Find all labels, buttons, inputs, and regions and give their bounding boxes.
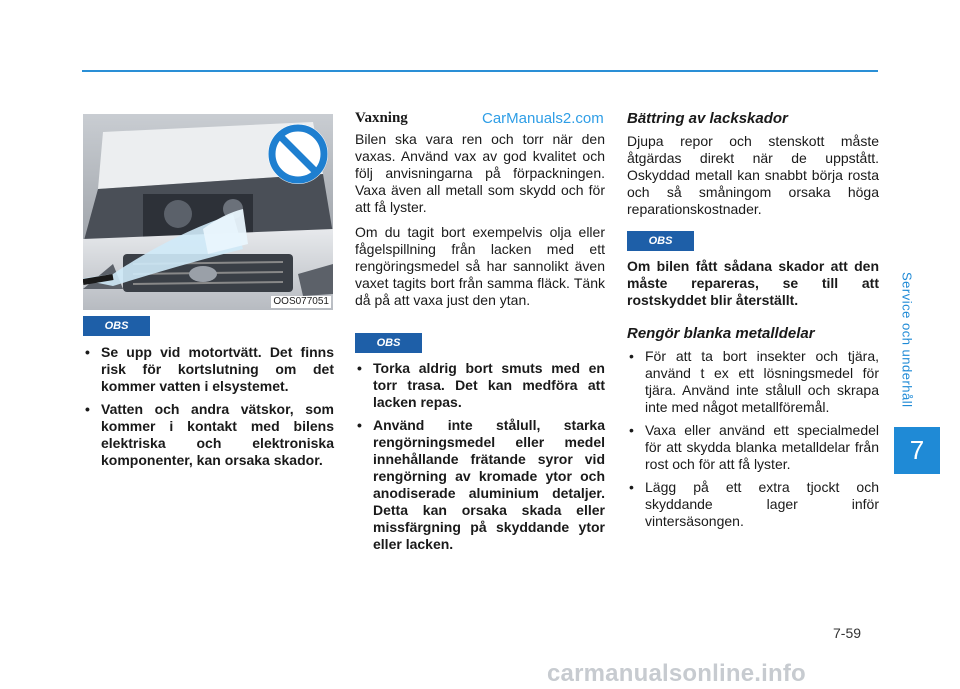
- middle-column-text: [355, 110, 605, 317]
- engine-wash-prohibited-photo: [83, 114, 333, 310]
- obs-badge: OBS: [83, 316, 150, 336]
- obs-badge: OBS: [627, 231, 694, 251]
- list-item: • För att ta bort insekter och tjära, använd t ex ett lösningsmedel för tjära. Använd inte stålull och skrapa inte med något metallföremål.: [627, 348, 879, 416]
- list-item: • Vaxa eller använd ett specialmedel för att skydda blanka metalldelar från rost och för att få lyster.: [627, 422, 879, 473]
- watermark-bottom: carmanualsonline.info: [547, 660, 806, 687]
- list-item: • Torka aldrig bort smuts med en torr trasa. Det kan medföra att lacken repas.: [355, 360, 605, 411]
- paragraph: Om du tagit bort exempelvis olja eller fågelspillning från lacken med ett rengöringsmedel så har sannolikt även vaxet tagits bort från samma fläck. Tänk då på att vaxa just den ytan.: [355, 224, 605, 308]
- chapter-number: 7: [894, 427, 940, 474]
- paragraph: Bilen ska vara ren och torr när den vaxas. Använd vax av god kvalitet och följ anvisningarna på förpackningen. Vaxa även all metall som skydd och för att få lyster.: [355, 131, 605, 215]
- right-column-bottom: [627, 258, 879, 536]
- section-heading: Vaxning: [355, 110, 408, 126]
- section-heading: Rengör blanka metalldelar: [627, 325, 815, 342]
- left-column: [83, 344, 334, 475]
- watermark-top: CarManuals2.com: [482, 110, 604, 127]
- obs-badge: OBS: [355, 333, 422, 353]
- list-item: • Se upp vid motortvätt. Det finns risk för kortslutning om det kommer vatten i elsystemet.: [83, 344, 334, 395]
- section-heading: Bättring av lackskador: [627, 110, 788, 127]
- page-number: 7-59: [833, 625, 862, 641]
- list-item: • Lägg på ett extra tjockt och skyddande lager inför vintersäsongen.: [627, 479, 879, 530]
- header-rule: [82, 70, 878, 72]
- right-column-top: [627, 110, 879, 226]
- list-item: • Använd inte stålull, starka rengörningsmedel eller medel innehållande frätande syror vid rengörning av kromade ytor och anodiserade aluminium detaljer. Detta kan orsaka skada eller missfärgning på skyddande ytor eller lacken.: [355, 417, 605, 553]
- car-engine-illustration: [83, 114, 333, 310]
- paragraph: Djupa repor och stenskott måste åtgärdas direkt när de uppstått. Oskyddad metall kan snabbt börja rosta och så småningom orsaka höga reparationskostnader.: [627, 133, 879, 217]
- obs-text: Om bilen fått sådana skador att den måste repareras, se till att rostskyddet blir återställt.: [627, 258, 879, 308]
- photo-id: OOS077051: [273, 296, 329, 307]
- list-item: • Vatten och andra vätskor, som kommer i kontakt med bilens elektriska och elektroniska komponenter, kan orsaka skador.: [83, 401, 334, 469]
- chapter-label: Service och underhåll: [899, 272, 915, 408]
- middle-column-bullets: [355, 360, 605, 559]
